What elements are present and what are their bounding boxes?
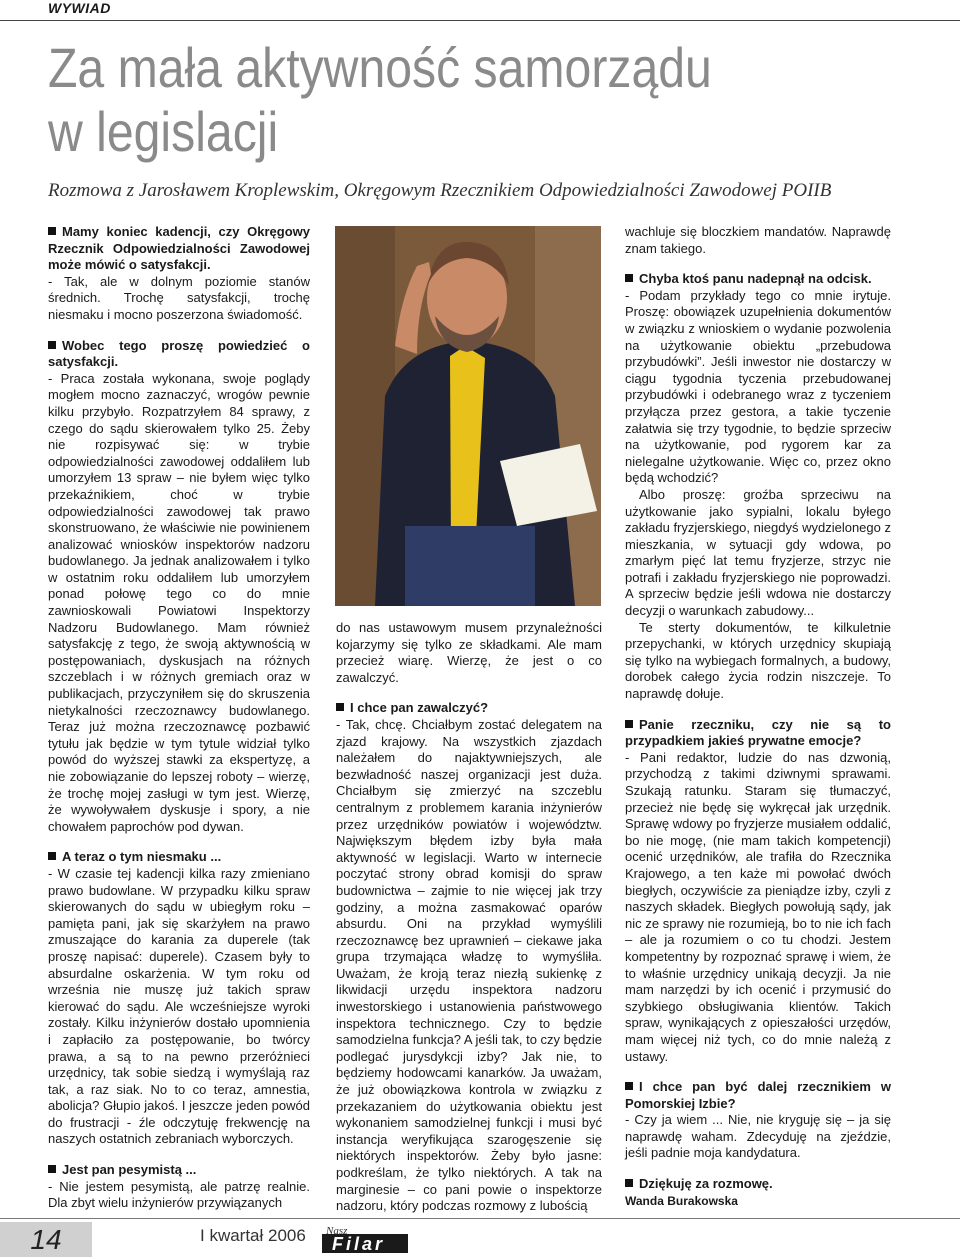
question-3: A teraz o tym niesmaku ... <box>48 849 310 866</box>
bullet-square-icon <box>48 341 56 349</box>
interviewee-photo <box>335 226 601 606</box>
answer-6-part-1: - Podam przykłady tego co mnie irytuje. Proszę: obowiązek uzupełnienia dokumentów w związku z wnioskiem o wydanie pozwolenia na użytkowanie obiektu „przebudowa przybudówki”. Jeśli inwestor nie dostarczy w ciągu tygodnia tyczenia przebudowanej przybudówki i odebranego wraz z tyczeniem przyłącza przez gestora, a takie tyczenie załatwia się trzy tygodnie, to będzie sprzeciw na użytkowanie, pod rygorem kar za nielegalne użytkowanie. Więc co, przez okno będą wchodzić? <box>625 287 891 486</box>
logo-main-text: Filar <box>332 1234 386 1254</box>
title-line-2: w legislacji <box>48 100 279 163</box>
answer-8: - Czy ja wiem ... Nie, nie kryguję się – ja się naprawdę waham. Zdecyduję na zjeździe, jeśli padnie moja kandydatura. <box>625 1112 891 1161</box>
photo-illustration <box>335 226 601 606</box>
column-1 <box>48 224 310 1212</box>
answer-5: - Tak, chcę. Chciałbym zostać delegatem na zjazd krajowy. Na wszystkich zjazdach należałem do najaktywniejszych, ale bezwładność naszej organizacji jest duża. Chciałbym się zmierzyć na szczeblu centralnym z problemem karania inżynierów przez urzędników powiatów i województw. Największym błędem izby była mała aktywność w legislacji. Warto w internecie poczytać strony obrad komisji do spraw budownictwa – zajmie to nie więcej jak trzy godziny, a można zasmakować oparów absurdu. Oni na przykład wymyślili rzeczoznawcę bez uprawnień – ciekawe jaka grupa trzymająca władzę to wymyśliła. Uważam, że kroją teraz niezłą sukienkę z likwidacji urzędu inspektora nadzoru inwestorskiego i ustanowienia państwowego inspektora technicznego. Czy to będzie samodzielna funkcja? A jeśli tak, to czy będzie podlegać jurysdykcji izby? Jak nie, to będziemy hodowcami kanarków. Ja uważam, że już obowiązkowa kontrola w związku z przekazaniem do użytkowania obiektu jest wykonaniem samodzielnej funkcji i musi być instancja weryfikująca szarogęszenie się niektórych inspektorów. Żeby było jasne: podkreślam, że tylko niektórych. A tak na marginesie – co pani powie o inspektorze nadzoru, który podczas rozmowy z lubością <box>336 716 602 1214</box>
answer-4: - Nie jestem pesymistą, ale patrzę realnie. Dla zbyt wielu inżynierów przywiązanych <box>48 1178 310 1211</box>
bullet-square-icon <box>48 1165 56 1173</box>
answer-6-part-3: Te sterty dokumentów, te kilkuletnie przepychanki, w których urzędnicy skupiają się tylko na wybiegach formalnych, a budowy, dorobek całego życia rodzin niszczeje. To naprawdę dołuje. <box>625 619 891 702</box>
closing-thanks: Dziękuję za rozmowę. <box>625 1176 891 1193</box>
article-title <box>48 36 805 164</box>
issue-label: I kwartał 2006 <box>200 1226 306 1245</box>
filar-logo-icon <box>318 1222 410 1254</box>
magazine-logo <box>318 1222 410 1254</box>
answer-7: - Pani redaktor, ludzie do nas dzwonią, przychodzą z takimi dziwnymi sprawami. Szukają ratunku. Staram się tłumaczyć, przecież nie będę się wykręcał jak urzędnik. Sprawę wdowy po fryzjerze musiałem oddalić, bo nie mogę, (nie mam takich kompetencji) ocenić urzędników, ale trafiła do Rzecznika Krajowego, a ten każe mi powołać dwóch biegłych, oczywiście za pieniądze izby, czyli z naszych składek. Biegłych powołują sądy, jak nic ze sprawy nie rozumieją, bo to nie ich fach – ale ja rozumiem o co tu chodzi. Jestem kompetentny by rozpoznać sprawę i wiem, że to właśnie urzędnicy unikają decyzji. Ja nie mam narzędzi by ich ocenić i przymusić do szybkiego obsługiwania klientów. Takich spraw, wynikających z opieszałości urzędów, mam więcej niż tych, co do mnie należą z ustawy. <box>625 749 891 1064</box>
footer-divider <box>0 1218 960 1219</box>
question-2: Wobec tego proszę powiedzieć o satysfakcji. <box>48 337 310 370</box>
answer-6-part-2: Albo proszę: groźba sprzeciwu na użytkowanie jako sypialni, lokalu byłego zakładu fryzjerskiego, niegdyś wydzielonego z mieszkania, w sytuacji gdy wdowa, po zmarłym pięć lat temu fryzjerze, strzyc nie potrafi i zakładu fryzjerskiego nie poprowadzi. A sprzeciw będzie jeśli wdowa nie dostarczy decyzji o warunkach zabudowy... <box>625 486 891 619</box>
column-2 <box>336 620 602 1215</box>
bullet-square-icon <box>625 274 633 282</box>
bullet-square-icon <box>625 720 633 728</box>
answer-4-continued: do nas ustawowym musem przynależności kojarzymy się tylko ze składkami. Ale mam przecież wiarę. Wierzę, że jest o co zawalczyć. <box>336 620 602 685</box>
answer-1: - Tak, ale w dolnym poziomie stanów średnich. Trochę satysfakcji, trochę niesmaku i mocno poszerzona świadomość. <box>48 273 310 322</box>
question-6: Chyba ktoś panu nadepnął na odcisk. <box>625 271 891 288</box>
column-3 <box>625 224 891 1209</box>
bullet-square-icon <box>48 227 56 235</box>
question-4: Jest pan pesymistą ... <box>48 1162 310 1179</box>
logo-small-text: Nasz <box>326 1225 348 1237</box>
answer-3: - W czasie tej kadencji kilka razy zmieniano prawo budowlane. W przypadku kilku spraw skierowanych do sądu w ubiegłym roku – pamięta pani, jak się skarżyłem na prawo zmuszające do karania za duperele (tak proszę napisać: duperele). Czasem były to absurdalne oskarżenia. W tym roku od września nie muszę już takich spraw kierować do sądu. Ale wcześniejsze wyroki zostały. Kilku inżynierów dostało upomnienia i zapłaciło za postępowanie, bo twórcy prawa, a są to na pewno przeróżnieci urzędnicy, tak sobie siedzą i wymyślają raz tak, a raz siak. No to co teraz, amnestia, abolicja? Głupio jakoś. I jeszcze jeden powód do frustracji - źle odczytuję frekwencję na naszych ostatnich zebraniach wyborczych. <box>48 865 310 1147</box>
author-signature: Wanda Burakowska <box>625 1193 738 1208</box>
bullet-square-icon <box>336 703 344 711</box>
article-subtitle: Rozmowa z Jarosławem Kroplewskim, Okręgowym Rzecznikiem Odpowiedzialności Zawodowej POIIB <box>48 180 832 201</box>
answer-2: - Praca została wykonana, swoje poglądy mogłem mocno zaznaczyć, wrogów pewnie kilku przybyło. Rozpatrzyłem 84 sprawy, z czego do sądu skierowałem tylko 25. Żeby nie rozpisywać się: w trybie odpowiedzialności zawodowej oddaliłem lub umorzyłem 13 spraw – nie byłem więc tylko przekaźnikiem, choć w trybie odpowiedzialności zawodowej tak prawo skonstruowano, że właściwie nie powinienem analizować wniosków inspektorów nadzoru budowlanego. Ja jednak analizowałem i tylko w ostatnim roku oddaliłem lub umorzyłem ponad połowę tego co do mnie zawnioskowali Powiatowi Inspektorzy Nadzoru Budowlanego. Mam również satysfakcję z tego, że swoją aktywnością w postępowaniach, dyskusjach na różnych szczeblach i w różnych gremiach oraz w publikacjach, przyczyniłem się do skruszenia nietykalności rzeczoznawcy budowlanego. Teraz już można rzeczoznawcę pozbawić tytułu jak będzie w tym tytule widział tylko powód do wyższej stawki za ekspertyzę, a nie zobowiązanie do lepszej roboty – wierzę, że trochę mojej zasługi w tym jest. Wierzę, że wywoływałem dyskusje i spory, a nie chowałem paprochów pod dywan. <box>48 370 310 834</box>
question-5: I chce pan zawalczyć? <box>336 700 602 717</box>
page-number: 14 <box>0 1222 92 1257</box>
answer-5-continued: wachluje się bloczkiem mandatów. Naprawdę znam takiego. <box>625 224 891 256</box>
question-1: Mamy koniec kadencji, czy Okręgowy Rzecznik Odpowiedzialności Zawodowej może mówić o satysfakcji. <box>48 224 310 273</box>
section-label: WYWIAD <box>48 0 111 16</box>
section-header <box>0 0 960 21</box>
question-7: Panie rzeczniku, czy nie są to przypadkiem jakieś prywatne emocje? <box>625 716 891 749</box>
question-8: I chce pan być dalej rzecznikiem w Pomorskiej Izbie? <box>625 1079 891 1111</box>
bullet-square-icon <box>625 1179 633 1187</box>
bullet-square-icon <box>48 852 56 860</box>
title-line-1: Za mała aktywność samorządu <box>48 36 712 99</box>
bullet-square-icon <box>625 1082 633 1090</box>
